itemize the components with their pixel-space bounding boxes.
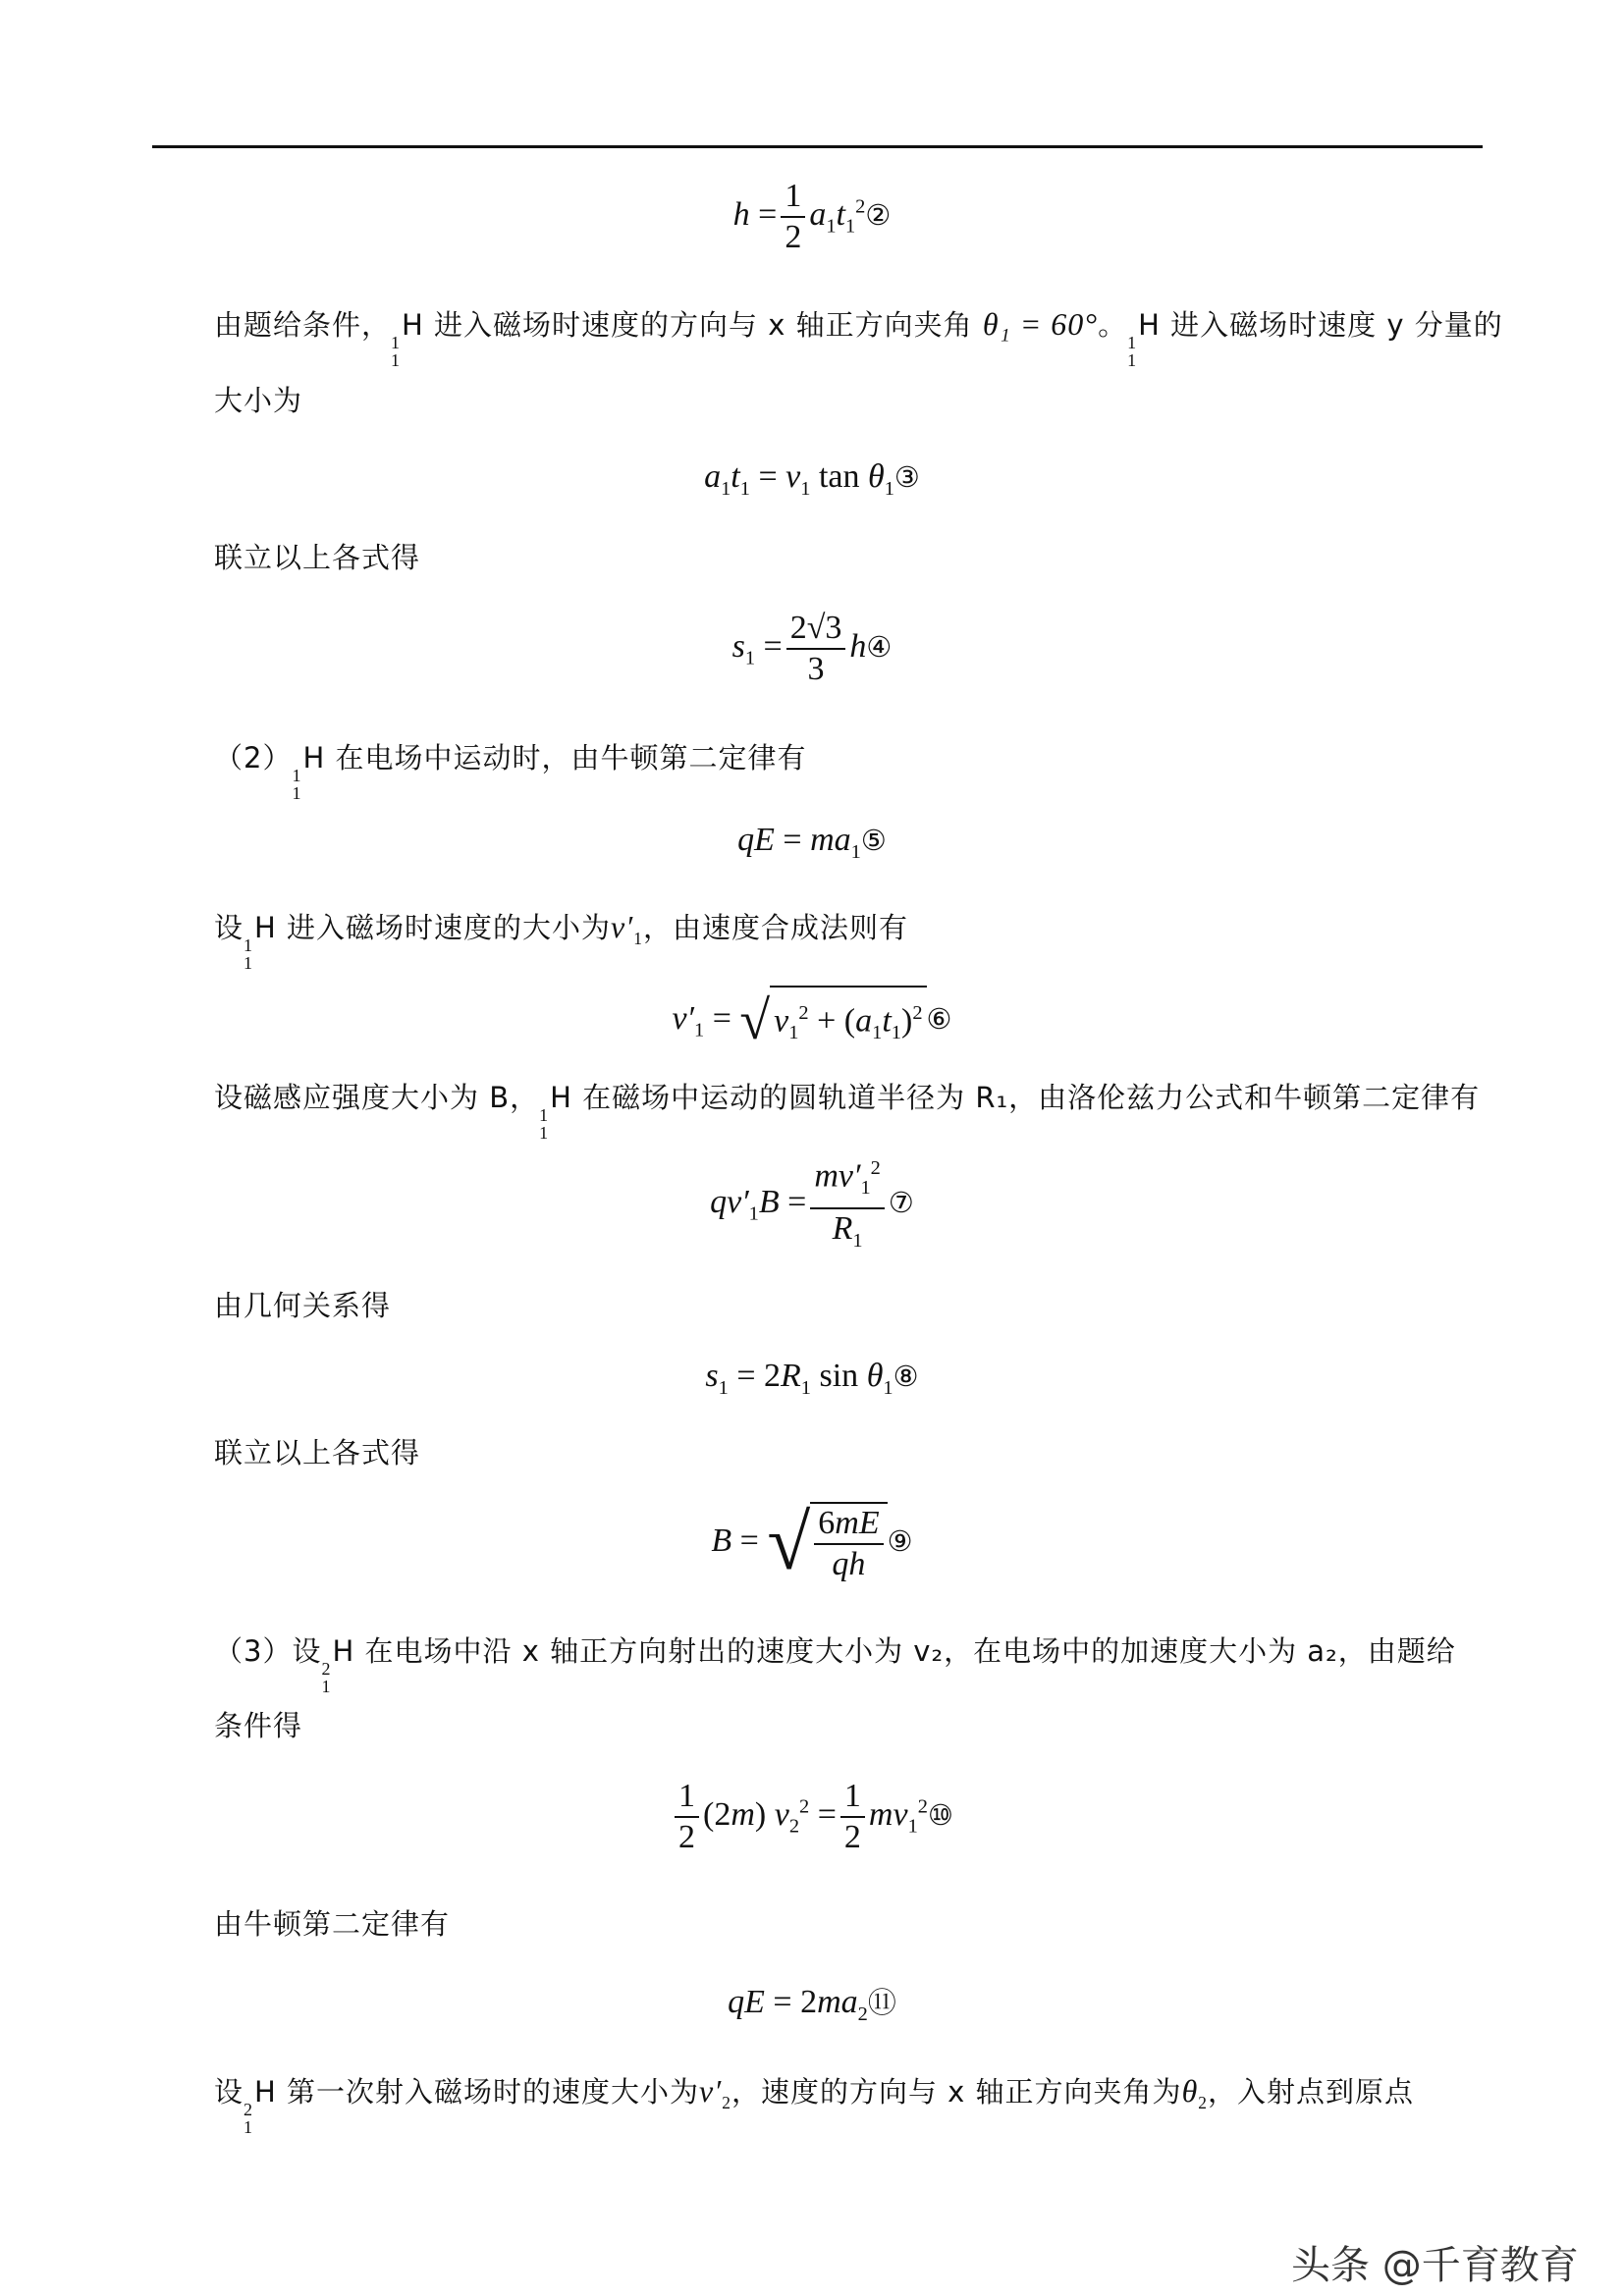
paragraph-6: 设磁感应强度大小为 B， 1 1 H 在磁场中运动的圆轨道半径为 R₁，由洛伦兹力公式和牛顿第二定律有	[214, 1081, 1481, 1143]
paragraph-3: 联立以上各式得	[214, 541, 421, 574]
paragraph-12: 设 2 1 H 第一次射入磁场时的速度大小为$v'_2$，速度的方向与 x 轴正方向夹角为$\theta_2$，入射点到原点	[214, 2073, 1414, 2137]
paragraph-11: 由牛顿第二定律有	[214, 1907, 451, 1941]
paragraph-4: （2） 1 1 H 在电场中运动时，由牛顿第二定律有	[214, 741, 807, 803]
equation-10: $\frac{1}{2}$ (2m) $v_2^2$ = $\frac{1}{2}$ $mv_1^2⑩$	[0, 1777, 1624, 1857]
paragraph-2: 大小为	[214, 384, 303, 417]
paragraph-1: 由题给条件， 1 1 H 进入磁场时速度的方向与 x 轴正方向夹角 θ₁ = 60°。 1 1 H 进入磁场时速度 y 分量的	[214, 306, 1503, 370]
equation-9: B = √ $\frac{6mE}{qh}$ ⑨	[711, 1500, 913, 1586]
header-rule	[152, 145, 1483, 148]
equation-3: $a_1t_1 = v_1$ $\tan \theta_1③$	[704, 458, 920, 500]
paragraph-9: （3）设 2 1 H 在电场中沿 x 轴正方向射出的速度大小为 v₂，在电场中的加速度大小为 a₂，由题给	[214, 1634, 1456, 1696]
equation-6: $v'_1$ = √ $v_1^2 + (a_1t_1)^2$ ⑥	[0, 986, 1624, 1056]
paragraph-8: 联立以上各式得	[214, 1436, 421, 1469]
equation-11: qE = $2ma_2⑪$	[728, 1984, 896, 2025]
equation-2: h = $\frac{1}{2}$ $a_1t_1^2②$	[732, 178, 892, 255]
watermark: 头条 @千育教育	[1291, 2243, 1579, 2288]
equation-4: $s_1$ = $\frac{2√3}{3}$ h④	[731, 610, 893, 687]
equation-8: $s_1 = 2R_1$ $\sin \theta_1⑧$	[705, 1358, 919, 1399]
paragraph-10: 条件得	[214, 1709, 303, 1742]
equation-7: $qv'_1B$ = $\frac{mv'_1^2}{R_1}$ ⑦	[0, 1148, 1624, 1260]
paragraph-7: 由几何关系得	[214, 1289, 392, 1322]
paragraph-5: 设 1 1 H 进入磁场时速度的大小为$v'_1$，由速度合成法则有	[214, 909, 908, 973]
equation-5: qE = $ma_1⑤$	[737, 822, 887, 863]
